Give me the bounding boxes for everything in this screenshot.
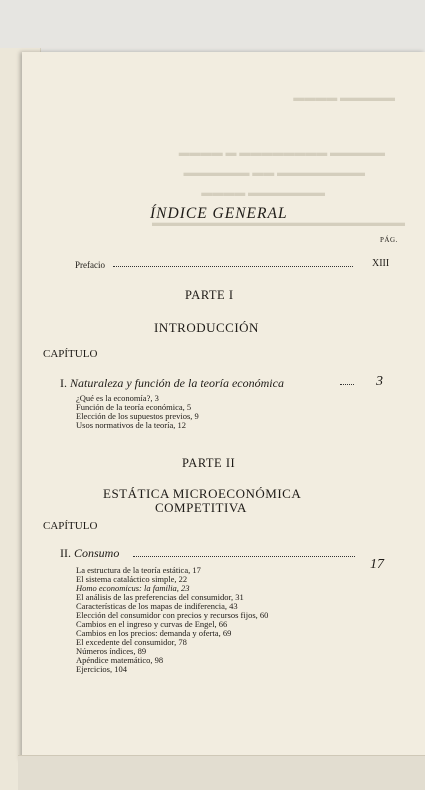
toc-entry: El análisis de las preferencias del consumidor, 31 — [76, 592, 244, 602]
part2-title-line1: ESTÁTICA MICROECONÓMICA — [103, 486, 302, 501]
show-through-line: ▬▬▬▬ ▬ ▬▬▬▬▬▬▬▬ ▬▬▬▬▬ — [178, 147, 385, 159]
part1-title: INTRODUCCIÓN — [154, 320, 259, 335]
leader-dots — [113, 258, 353, 267]
capitulo-label: CAPÍTULO — [43, 520, 98, 532]
chapter1-number: I. — [60, 376, 67, 390]
chapter1-title: Naturaleza y función de la teoría económica — [70, 376, 284, 390]
page-stack-edge — [18, 755, 425, 790]
toc-entry: Características de los mapas de indiferencia, 43 — [76, 601, 238, 611]
toc-entry: La estructura de la teoría estática, 17 — [76, 565, 201, 575]
chapter2-entries — [76, 566, 268, 674]
toc-entry: Elección de los supuestos previos, 9 — [76, 411, 199, 421]
show-through-line: ▬▬▬▬ ▬▬▬▬▬▬▬ — [201, 187, 325, 199]
capitulo-label: CAPÍTULO — [43, 348, 98, 360]
chapter1-entries — [76, 394, 199, 430]
toc-entry: El sistema cataláctico simple, 22 — [76, 574, 188, 584]
toc-entry: Ejercicios, 104 — [76, 664, 127, 674]
chapter2-number: II. — [60, 546, 71, 560]
toc-entry: El excedente del consumidor, 78 — [76, 637, 187, 647]
chapter1-page: 3 — [376, 374, 383, 389]
chapter2-heading — [60, 546, 119, 561]
leader-dots — [133, 548, 355, 557]
show-through-header: ▬▬▬▬ ▬▬▬▬▬ — [293, 92, 395, 104]
preface-label: Prefacio — [75, 260, 105, 270]
part2-label: PARTE II — [182, 456, 236, 470]
toc-entry: Apéndice matemático, 98 — [76, 655, 164, 665]
leader-dots — [340, 376, 354, 385]
chapter2-title: Consumo — [74, 546, 120, 560]
toc-entry: Elección del consumidor con precios y recursos fijos, 60 — [76, 610, 269, 620]
toc-entry: Cambios en los precios: demanda y oferta, 69 — [76, 628, 232, 638]
part2-title-line2: COMPETITIVA — [155, 500, 247, 515]
show-through-line: ▬▬▬▬▬▬ ▬▬ ▬▬▬▬▬▬▬▬ — [183, 167, 365, 179]
toc-entry: Homo economicus: la familia, 23 — [76, 583, 190, 593]
chapter1-heading — [60, 376, 284, 391]
toc-entry: Cambios en el ingreso y curvas de Engel, 66 — [76, 619, 228, 629]
part1-label: PARTE I — [185, 288, 234, 302]
chapter2-page: 17 — [370, 557, 384, 572]
toc-entry: Números índices, 89 — [76, 646, 147, 656]
toc-entry: ¿Qué es la economía?, 3 — [76, 393, 159, 403]
show-through-line: ▬▬▬▬▬▬▬▬▬▬▬▬▬▬▬▬▬▬▬▬▬▬▬ — [152, 217, 405, 229]
page-column-label: PÁG. — [380, 236, 398, 244]
index-title: ÍNDICE GENERAL — [150, 205, 288, 222]
toc-entry: Función de la teoría económica, 5 — [76, 402, 192, 412]
preface-page: XIII — [372, 258, 390, 269]
toc-entry: Usos normativos de la teoría, 12 — [76, 420, 187, 430]
